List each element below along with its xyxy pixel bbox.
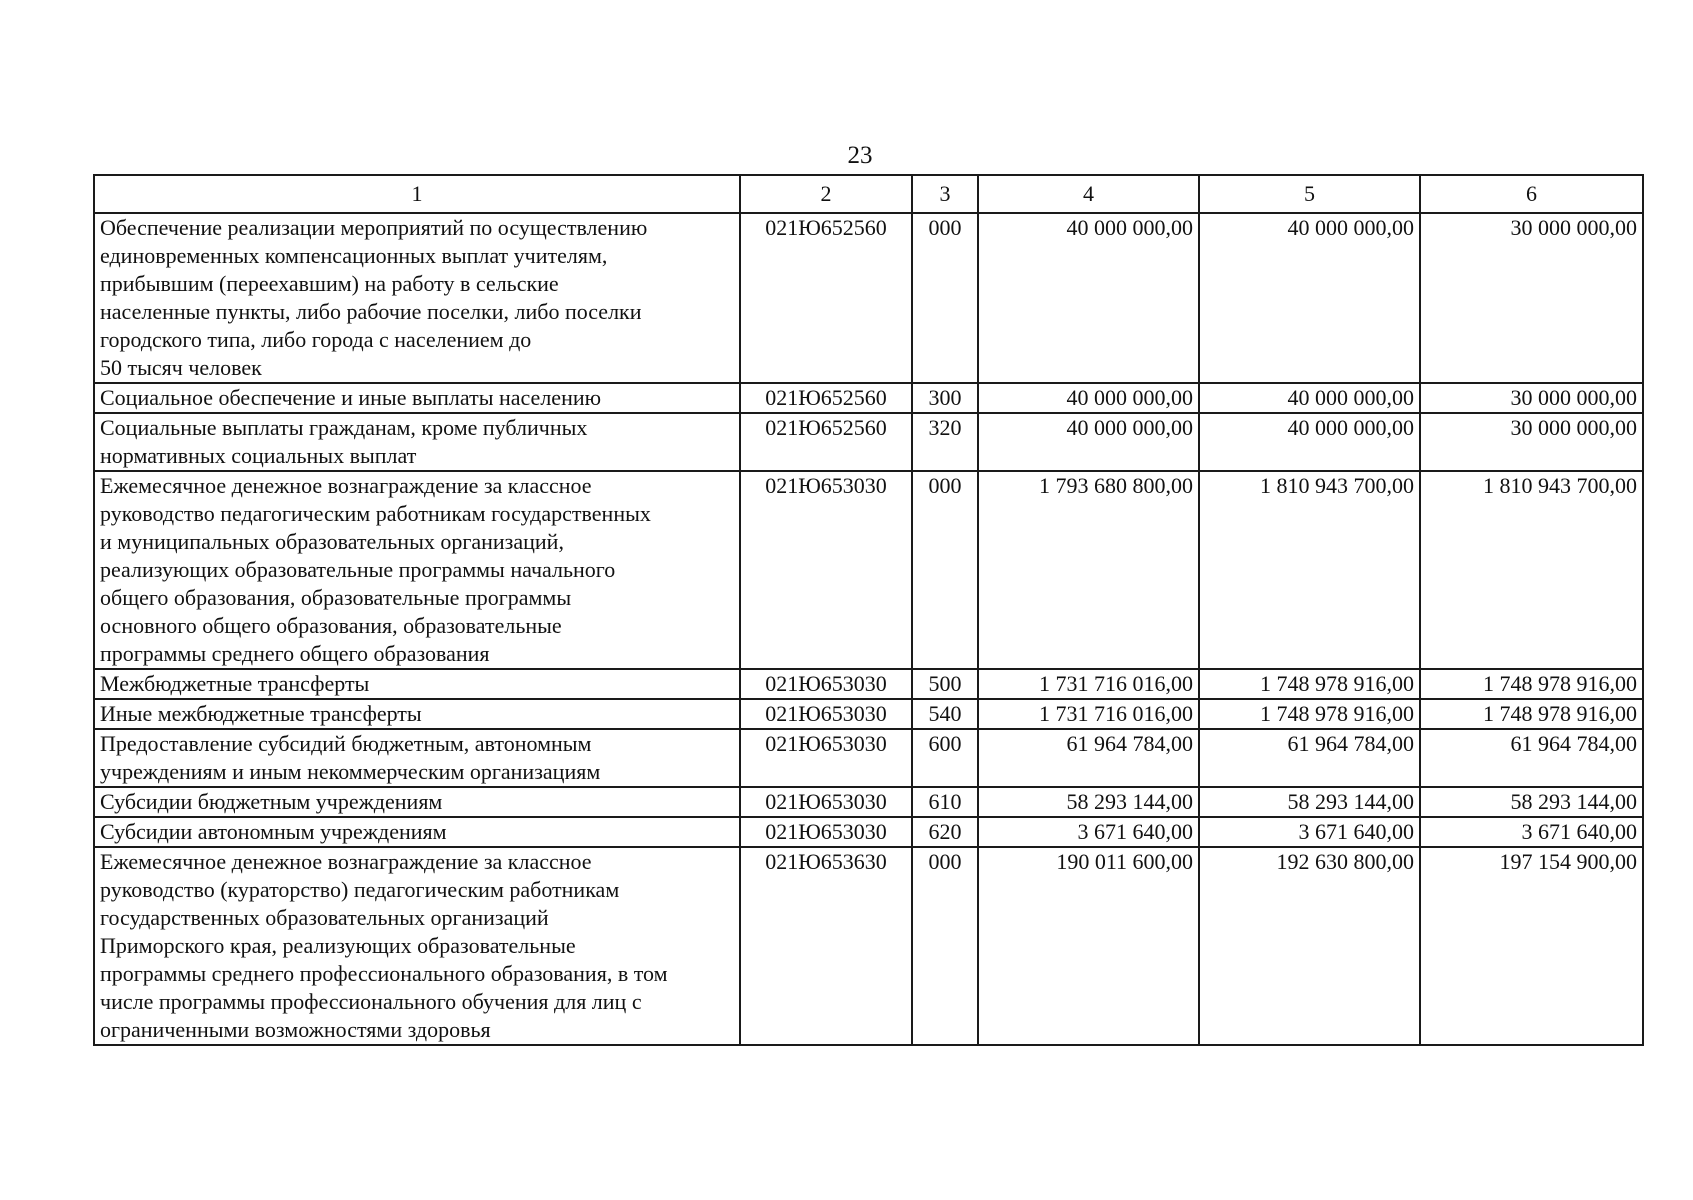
column-number-1: 1 xyxy=(94,175,740,213)
table-row xyxy=(94,729,1643,787)
target-article-code: 021Ю653030 xyxy=(740,817,912,847)
amount-year-3: 58 293 144,00 xyxy=(1420,787,1643,817)
description-line: программы среднего профессионального образования, в том xyxy=(100,961,668,986)
amount-year-3: 30 000 000,00 xyxy=(1420,413,1643,471)
description-line: реализующих образовательные программы начального xyxy=(100,557,616,582)
row-description xyxy=(94,847,740,1045)
table-row xyxy=(94,383,1643,413)
expense-type-code: 600 xyxy=(912,729,978,787)
amount-year-3: 1 810 943 700,00 xyxy=(1420,471,1643,669)
amount-year-1: 61 964 784,00 xyxy=(978,729,1199,787)
amount-year-1: 40 000 000,00 xyxy=(978,383,1199,413)
row-description xyxy=(94,729,740,787)
description-line: нормативных социальных выплат xyxy=(100,443,417,468)
description-line: Ежемесячное денежное вознаграждение за классное xyxy=(100,849,592,874)
row-description xyxy=(94,413,740,471)
amount-year-1: 1 731 716 016,00 xyxy=(978,699,1199,729)
expense-type-code: 500 xyxy=(912,669,978,699)
amount-year-1: 190 011 600,00 xyxy=(978,847,1199,1045)
amount-year-2: 40 000 000,00 xyxy=(1199,413,1420,471)
description-line: Социальное обеспечение и иные выплаты населению xyxy=(100,385,602,410)
table-row xyxy=(94,787,1643,817)
description-line: прибывшим (переехавшим) на работу в сельские xyxy=(100,271,559,296)
column-number-5: 5 xyxy=(1199,175,1420,213)
description-line: городского типа, либо города с населением до xyxy=(100,327,532,352)
description-line: руководство (кураторство) педагогическим работникам xyxy=(100,877,620,902)
target-article-code: 021Ю653030 xyxy=(740,471,912,669)
table-row xyxy=(94,699,1643,729)
target-article-code: 021Ю653030 xyxy=(740,699,912,729)
amount-year-1: 40 000 000,00 xyxy=(978,213,1199,383)
amount-year-3: 197 154 900,00 xyxy=(1420,847,1643,1045)
row-description xyxy=(94,787,740,817)
table-row xyxy=(94,213,1643,383)
amount-year-3: 30 000 000,00 xyxy=(1420,383,1643,413)
row-description xyxy=(94,213,740,383)
description-line: учреждениям и иным некоммерческим организациям xyxy=(100,759,601,784)
column-number-2: 2 xyxy=(740,175,912,213)
expense-type-code: 620 xyxy=(912,817,978,847)
amount-year-1: 3 671 640,00 xyxy=(978,817,1199,847)
description-line: руководство педагогическим работникам государственных xyxy=(100,501,651,526)
amount-year-2: 192 630 800,00 xyxy=(1199,847,1420,1045)
description-line: Ежемесячное денежное вознаграждение за классное xyxy=(100,473,592,498)
row-description xyxy=(94,471,740,669)
column-number-3: 3 xyxy=(912,175,978,213)
table-row xyxy=(94,471,1643,669)
description-line: Предоставление субсидий бюджетным, автономным xyxy=(100,731,592,756)
description-line: числе программы профессионального обучения для лиц с xyxy=(100,989,642,1014)
expense-type-code: 320 xyxy=(912,413,978,471)
amount-year-2: 3 671 640,00 xyxy=(1199,817,1420,847)
table-row xyxy=(94,413,1643,471)
amount-year-3: 1 748 978 916,00 xyxy=(1420,699,1643,729)
description-line: Приморского края, реализующих образовательные xyxy=(100,933,576,958)
target-article-code: 021Ю653630 xyxy=(740,847,912,1045)
column-number-header-row xyxy=(94,175,1643,213)
description-line: 50 тысяч человек xyxy=(100,355,262,380)
amount-year-2: 1 748 978 916,00 xyxy=(1199,699,1420,729)
amount-year-1: 1 793 680 800,00 xyxy=(978,471,1199,669)
description-line: Обеспечение реализации мероприятий по осуществлению xyxy=(100,215,648,240)
row-description xyxy=(94,669,740,699)
amount-year-1: 1 731 716 016,00 xyxy=(978,669,1199,699)
amount-year-2: 40 000 000,00 xyxy=(1199,383,1420,413)
target-article-code: 021Ю652560 xyxy=(740,213,912,383)
description-line: ограниченными возможностями здоровья xyxy=(100,1017,491,1042)
target-article-code: 021Ю653030 xyxy=(740,669,912,699)
row-description xyxy=(94,817,740,847)
expense-type-code: 540 xyxy=(912,699,978,729)
description-line: программы среднего общего образования xyxy=(100,641,490,666)
column-number-6: 6 xyxy=(1420,175,1643,213)
amount-year-3: 61 964 784,00 xyxy=(1420,729,1643,787)
expense-type-code: 000 xyxy=(912,213,978,383)
description-line: и муниципальных образовательных организаций, xyxy=(100,529,564,554)
description-line: населенные пункты, либо рабочие поселки, либо поселки xyxy=(100,299,642,324)
table-row xyxy=(94,669,1643,699)
table-row xyxy=(94,847,1643,1045)
amount-year-2: 1 748 978 916,00 xyxy=(1199,669,1420,699)
description-line: Иные межбюджетные трансферты xyxy=(100,701,422,726)
amount-year-2: 40 000 000,00 xyxy=(1199,213,1420,383)
description-line: основного общего образования, образовательные xyxy=(100,613,562,638)
description-line: Субсидии автономным учреждениям xyxy=(100,819,447,844)
page-number: 23 xyxy=(847,142,873,169)
expense-type-code: 610 xyxy=(912,787,978,817)
amount-year-2: 58 293 144,00 xyxy=(1199,787,1420,817)
amount-year-3: 1 748 978 916,00 xyxy=(1420,669,1643,699)
amount-year-2: 61 964 784,00 xyxy=(1199,729,1420,787)
table-row xyxy=(94,817,1643,847)
budget-table xyxy=(93,174,1644,1046)
target-article-code: 021Ю653030 xyxy=(740,787,912,817)
expense-type-code: 000 xyxy=(912,847,978,1045)
target-article-code: 021Ю653030 xyxy=(740,729,912,787)
row-description xyxy=(94,699,740,729)
expense-type-code: 300 xyxy=(912,383,978,413)
description-line: Межбюджетные трансферты xyxy=(100,671,370,696)
amount-year-3: 30 000 000,00 xyxy=(1420,213,1643,383)
amount-year-1: 58 293 144,00 xyxy=(978,787,1199,817)
amount-year-1: 40 000 000,00 xyxy=(978,413,1199,471)
expense-type-code: 000 xyxy=(912,471,978,669)
description-line: Субсидии бюджетным учреждениям xyxy=(100,789,443,814)
amount-year-2: 1 810 943 700,00 xyxy=(1199,471,1420,669)
target-article-code: 021Ю652560 xyxy=(740,413,912,471)
amount-year-3: 3 671 640,00 xyxy=(1420,817,1643,847)
description-line: Социальные выплаты гражданам, кроме публичных xyxy=(100,415,588,440)
description-line: государственных образовательных организаций xyxy=(100,905,549,930)
description-line: общего образования, образовательные программы xyxy=(100,585,572,610)
target-article-code: 021Ю652560 xyxy=(740,383,912,413)
column-number-4: 4 xyxy=(978,175,1199,213)
row-description xyxy=(94,383,740,413)
description-line: единовременных компенсационных выплат учителям, xyxy=(100,243,608,268)
